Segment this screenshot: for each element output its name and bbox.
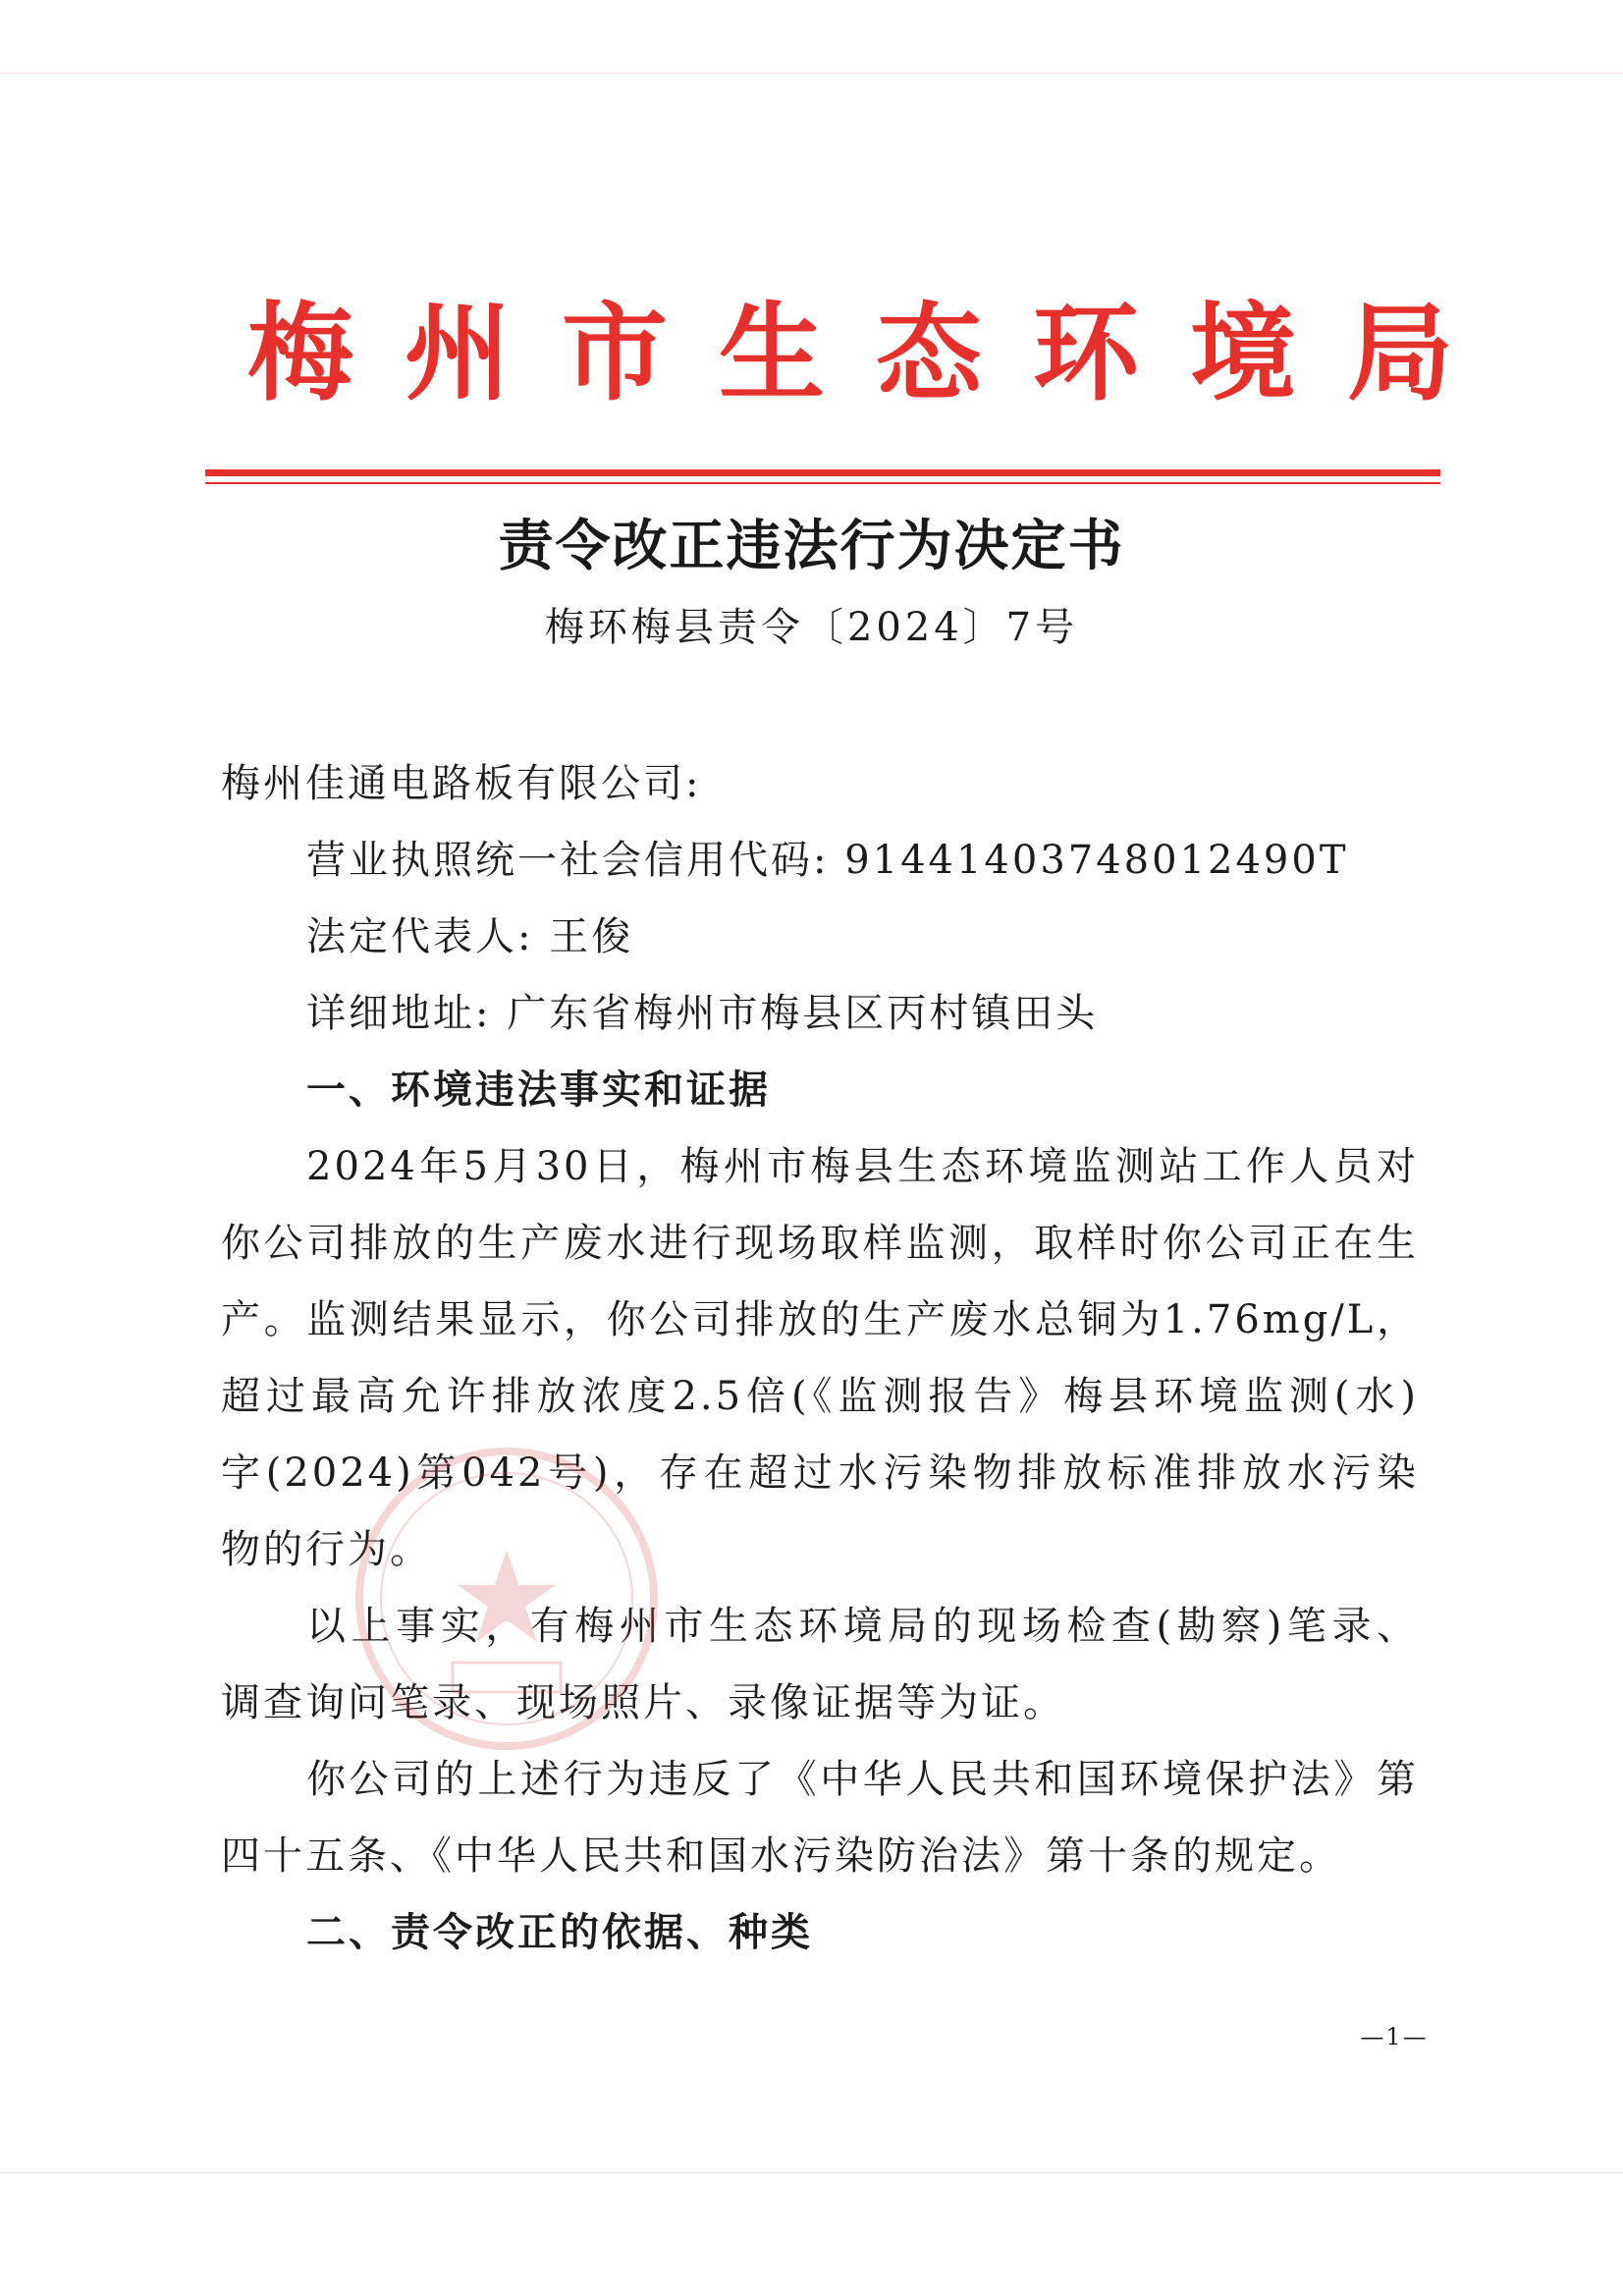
section-heading-facts: 一、环境违法事实和证据 <box>306 1067 771 1113</box>
document-number: 梅环梅县责令〔2024〕7号 <box>544 605 1079 650</box>
credit-code: 营业执照统一社会信用代码: 91441403748012490T <box>306 838 1349 883</box>
company-name: 梅州佳通电路板有限公司: <box>221 761 702 806</box>
paragraph-line: 产。监测结果显示，你公司排放的生产废水总铜为1.76mg/L， <box>221 1297 1419 1342</box>
red-divider-thick <box>205 469 1440 476</box>
paragraph-line: 以上事实，有梅州市生态环境局的现场检查(勘察)笔录、 <box>306 1604 1419 1649</box>
red-divider-thin <box>205 482 1440 484</box>
scan-artifact-line <box>0 73 1623 74</box>
page-number: —1— <box>1360 2023 1429 2050</box>
paragraph-line: 物的行为。 <box>221 1527 432 1572</box>
paragraph-line: 四十五条、《中华人民共和国水污染防治法》第十条的规定。 <box>221 1833 1341 1879</box>
paragraph-line: 2024年5月30日，梅州市梅县生态环境监测站工作人员对 <box>306 1144 1419 1189</box>
paragraph-line: 你公司的上述行为违反了《中华人民共和国环境保护法》第 <box>306 1757 1419 1802</box>
address: 详细地址: 广东省梅州市梅县区丙村镇田头 <box>306 991 1099 1036</box>
paragraph-line: 字(2024)第042号)，存在超过水污染物排放标准排放水污染 <box>221 1450 1419 1496</box>
paragraph-line: 你公司排放的生产废水进行现场取样监测，取样时你公司正在生 <box>221 1221 1419 1266</box>
faded-seal-stamp-icon <box>350 1442 664 1756</box>
legal-representative: 法定代表人: 王俊 <box>306 914 634 959</box>
organization-title: 梅州市生态环境局 <box>247 292 1505 415</box>
document-title: 责令改正违法行为决定书 <box>498 514 1125 578</box>
paragraph-line: 调查询问笔录、现场照片、录像证据等为证。 <box>221 1680 1065 1725</box>
scan-artifact-line <box>0 2172 1623 2173</box>
section-heading-basis: 二、责令改正的依据、种类 <box>306 1910 813 1955</box>
paragraph-line: 超过最高允许排放浓度2.5倍(《监测报告》梅县环境监测(水) <box>221 1374 1419 1419</box>
